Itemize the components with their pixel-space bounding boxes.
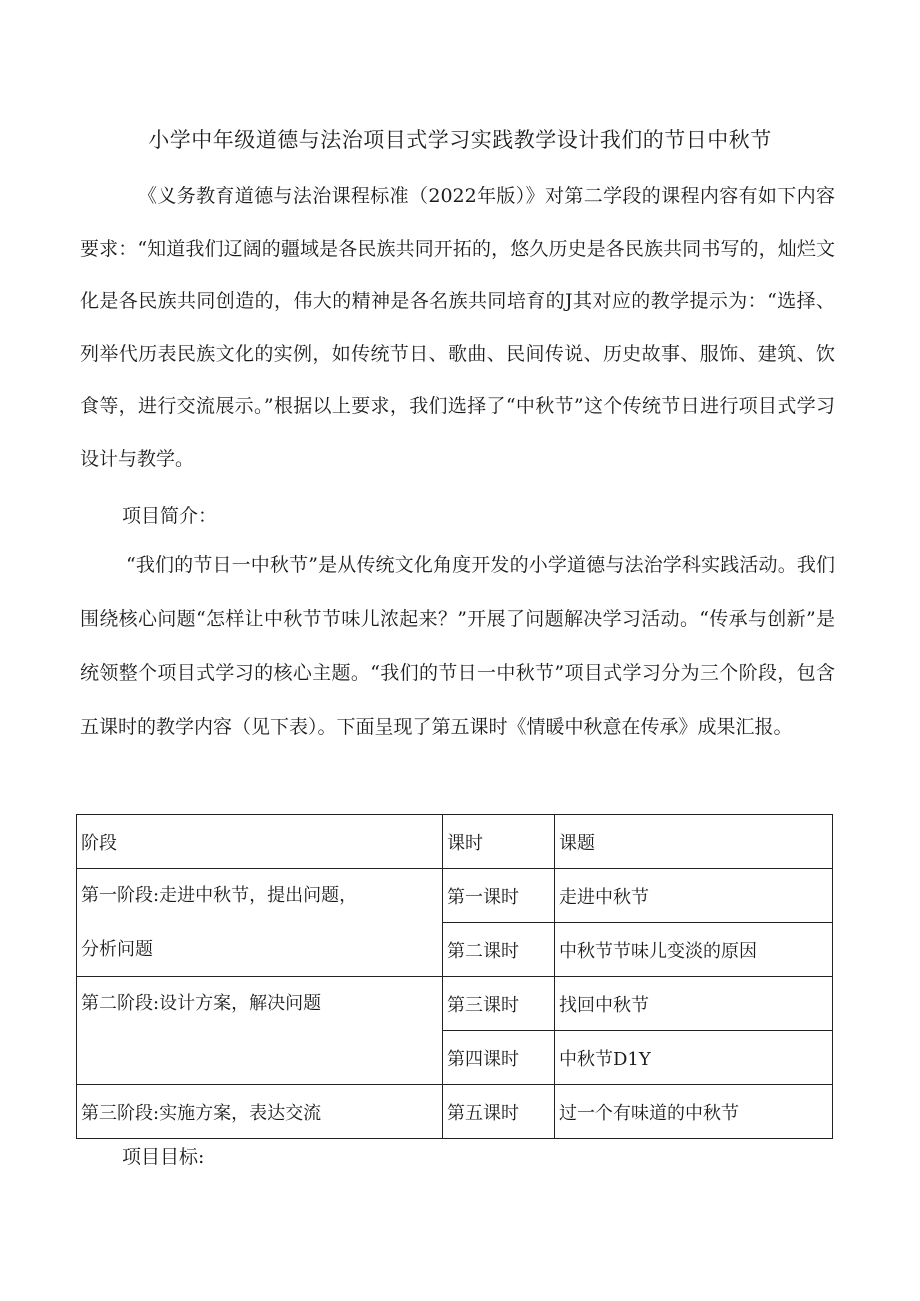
stage-table — [76, 814, 833, 1139]
period-cell: 第三课时 — [443, 977, 555, 1031]
project-description-paragraph: “我们的节日一中秋节”是从传统文化角度开发的小学道德与法治学科实践活动。我们围绕核心问题“怎样让中秋节节味儿浓起来？”开展了问题解决学习活动。“传承与创新”是统领整个项目式学习的核心主题。“我们的节日一中秋节”项目式学习分为三个阶段，包含五课时的教学内容（见下表）。下面呈现了第五课时《情暖中秋意在传承》成果汇报。 — [80, 554, 835, 738]
stage-cell-3: 第三阶段:实施方案，表达交流 — [77, 1085, 443, 1139]
stage-1-label-line1: 第一阶段:走进中秋节，提出问题， — [81, 885, 358, 906]
topic-cell: 中秋节节味儿变淡的原因 — [555, 923, 833, 977]
stage-cell-2 — [77, 977, 443, 1085]
table-row — [77, 1085, 833, 1139]
table-header-row — [77, 815, 833, 869]
table-row — [77, 869, 833, 923]
period-cell: 第四课时 — [443, 1031, 555, 1085]
period-cell: 第五课时 — [443, 1085, 555, 1139]
stage-cell-1 — [77, 869, 443, 977]
header-topic: 课题 — [555, 815, 833, 869]
document-title: 小学中年级道德与法治项目式学习实践教学设计我们的节日中秋节 — [148, 128, 772, 152]
topic-cell: 中秋节D1Y — [555, 1031, 833, 1085]
period-cell: 第二课时 — [443, 923, 555, 977]
period-cell: 第一课时 — [443, 869, 555, 923]
project-intro-heading: 项目简介： — [122, 505, 218, 527]
stage-2-label: 第二阶段:设计方案，解决问题 — [81, 993, 322, 1014]
stage-1-label-line2: 分析问题 — [81, 939, 153, 960]
topic-cell: 找回中秋节 — [555, 977, 833, 1031]
table-row — [77, 977, 833, 1031]
header-stage: 阶段 — [77, 815, 443, 869]
topic-cell: 过一个有味道的中秋节 — [555, 1085, 833, 1139]
intro-paragraph: 《义务教育道德与法治课程标准（2022年版）》对第二学段的课程内容有如下内容要求：“知道我们辽阔的疆域是各民族共同开拓的，悠久历史是各民族共同书写的，灿烂文化是各民族共同创造的，伟大的精神是各名族共同培育的J其对应的教学提示为：“选择、列举代历表民族文化的实例，如传统节日、歌曲、民间传说、历史故事、服饰、建筑、饮食等，进行交流展示。”根据以上要求，我们选择了“中秋节”这个传统节日进行项目式学习设计与教学。 — [80, 185, 835, 470]
topic-cell: 走进中秋节 — [555, 869, 833, 923]
project-goals-heading: 项目目标: — [122, 1146, 205, 1168]
header-period: 课时 — [443, 815, 555, 869]
